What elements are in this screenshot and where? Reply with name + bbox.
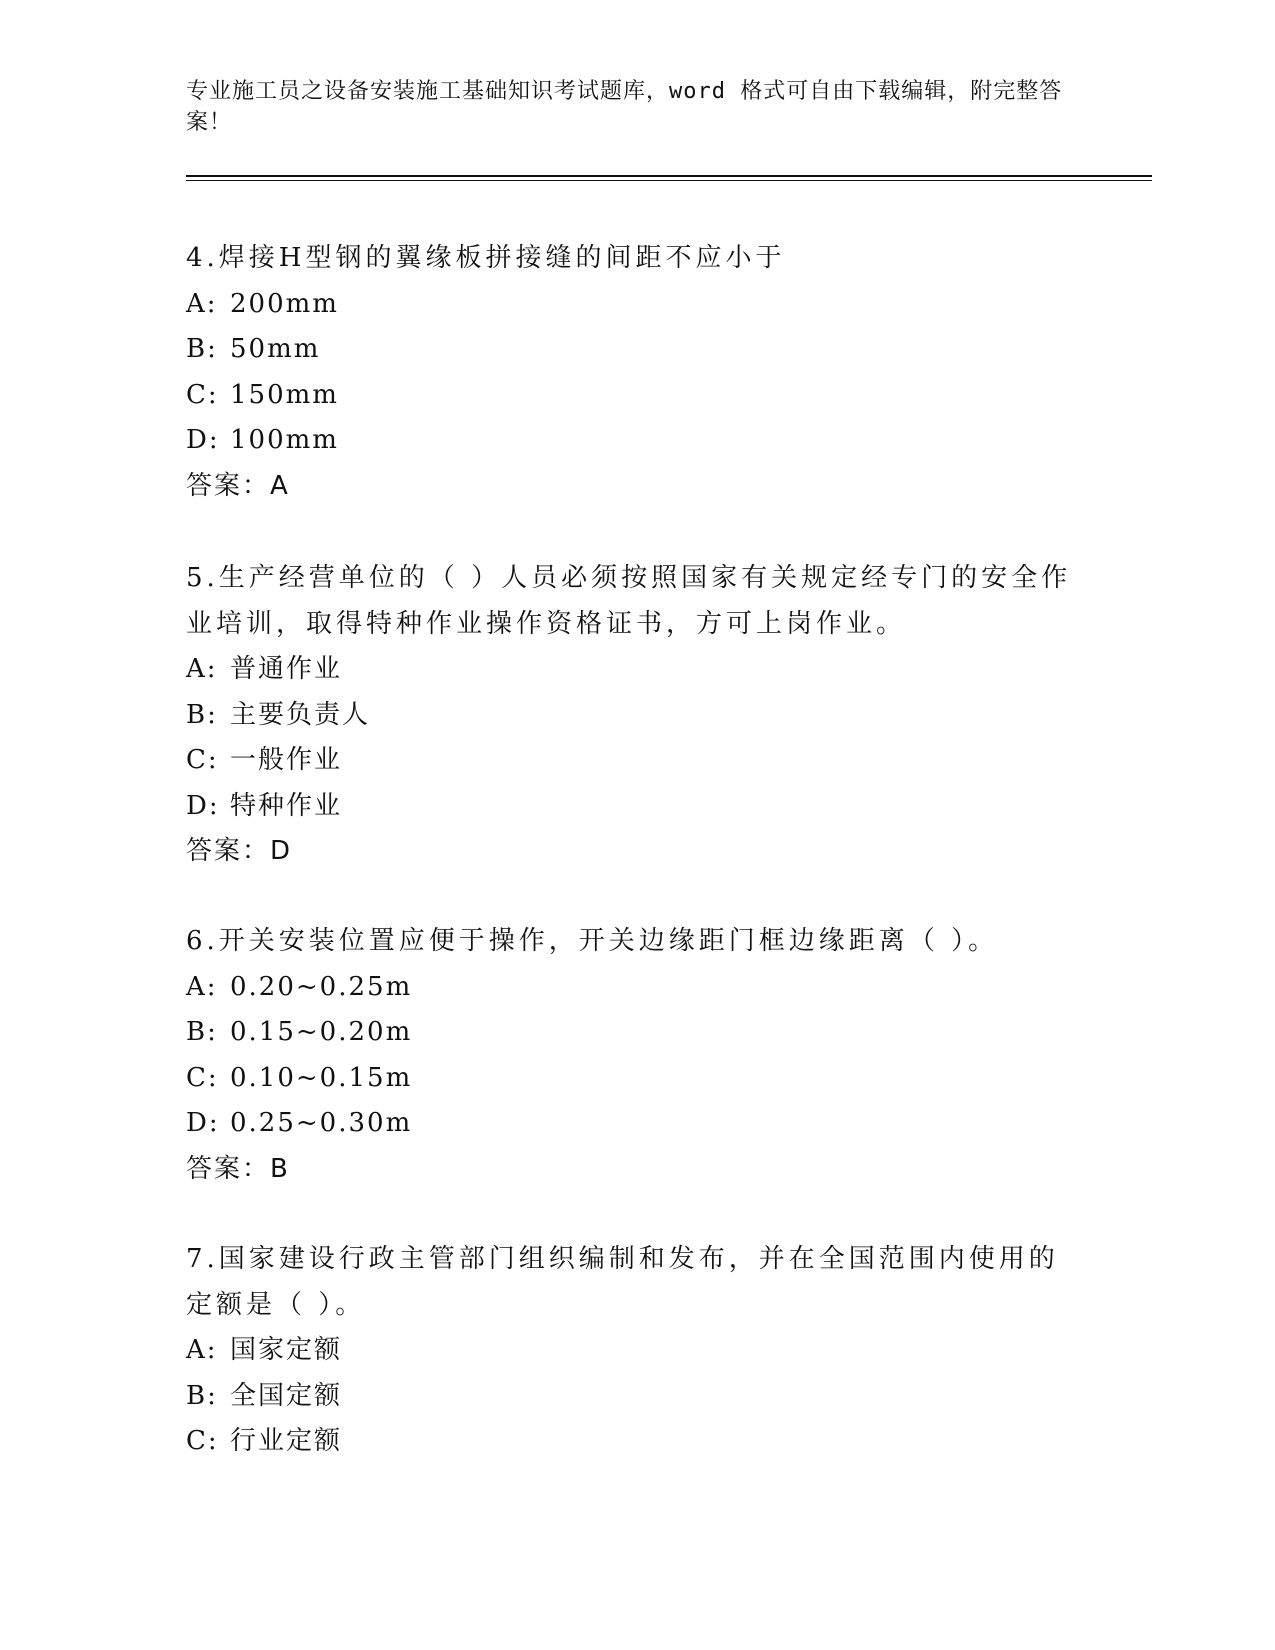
- option-d: [186, 1101, 1086, 1147]
- option-text: 100mm: [230, 425, 339, 455]
- option-a: [186, 965, 1086, 1011]
- option-text: 0.25~0.30m: [230, 1108, 413, 1138]
- option-text: 主要负责人: [230, 699, 371, 730]
- question-stem: 5.生产经营单位的（ ）人员必须按照国家有关规定经专门的安全作业培训，取得特种作业操作资格证书，方可上岗作业。: [186, 563, 1072, 639]
- option-key: B:: [186, 334, 218, 364]
- option-key: B:: [186, 1380, 218, 1411]
- option-b: [186, 327, 1086, 373]
- option-text: 特种作业: [230, 790, 343, 821]
- option-text: 150mm: [230, 379, 339, 410]
- option-key: D:: [186, 790, 220, 821]
- option-text: 全国定额: [230, 1380, 343, 1411]
- option-key: D:: [186, 425, 220, 455]
- header-divider-thick: [186, 175, 1152, 177]
- option-b: [186, 693, 1086, 739]
- option-key: C:: [186, 745, 219, 775]
- option-b: [186, 1374, 1086, 1420]
- option-text: 国家定额: [230, 1335, 343, 1365]
- option-text: 0.10~0.15m: [230, 1062, 413, 1093]
- option-key: B:: [186, 1017, 218, 1047]
- question-5: [186, 556, 1086, 875]
- option-c: [186, 373, 1086, 419]
- question-4: [186, 236, 1086, 509]
- option-b: [186, 1010, 1086, 1056]
- answer-line: 答案：D: [186, 836, 293, 866]
- option-key: A:: [186, 971, 218, 1002]
- option-c: [186, 1419, 1086, 1465]
- question-stem: 7.国家建设行政主管部门组织编制和发布，并在全国范围内使用的定额是（ ）。: [186, 1244, 1059, 1320]
- option-key: C:: [186, 379, 219, 410]
- question-6: [186, 919, 1086, 1192]
- option-text: 行业定额: [230, 1426, 343, 1456]
- option-a: [186, 282, 1086, 328]
- option-d: [186, 784, 1086, 830]
- question-stem: 4.焊接H型钢的翼缘板拼接缝的间距不应小于: [186, 243, 786, 273]
- option-text: 200mm: [230, 288, 339, 319]
- option-text: 一般作业: [230, 745, 343, 775]
- option-key: A:: [186, 654, 218, 684]
- answer-line: 答案：A: [186, 470, 290, 501]
- option-text: 50mm: [230, 334, 321, 364]
- question-7: [186, 1237, 1086, 1465]
- option-a: [186, 647, 1086, 693]
- header-divider-thin: [186, 180, 1152, 181]
- question-stem: 6.开关安装位置应便于操作，开关边缘距门框边缘距离（ ）。: [186, 926, 999, 956]
- option-key: B:: [186, 699, 218, 730]
- option-key: A:: [186, 288, 218, 319]
- option-c: [186, 738, 1086, 784]
- option-key: D:: [186, 1108, 220, 1138]
- answer-line: 答案：B: [186, 1153, 290, 1184]
- option-key: C:: [186, 1426, 219, 1456]
- option-key: A:: [186, 1335, 218, 1365]
- option-text: 普通作业: [230, 654, 343, 684]
- option-key: C:: [186, 1062, 219, 1093]
- option-text: 0.20~0.25m: [230, 971, 413, 1002]
- option-d: [186, 418, 1086, 464]
- option-c: [186, 1056, 1086, 1102]
- option-a: [186, 1328, 1086, 1374]
- option-text: 0.15~0.20m: [230, 1017, 413, 1047]
- document-header: 专业施工员之设备安装施工基础知识考试题库，word 格式可自由下载编辑，附完整答案！: [186, 79, 1063, 135]
